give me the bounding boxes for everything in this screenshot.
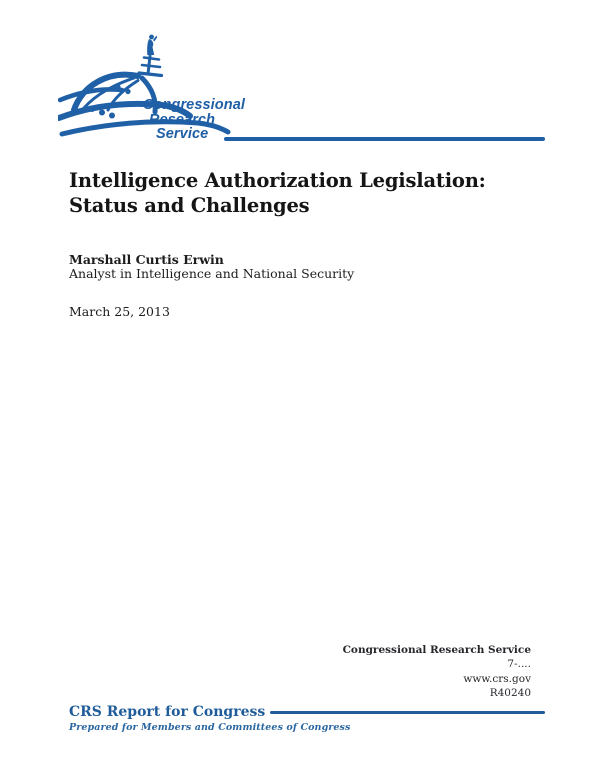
footer-tagline: Prepared for Members and Committees of Congress: [69, 722, 351, 733]
contact-phone: 7-....: [507, 658, 531, 671]
logo-divider-rule: [224, 137, 545, 141]
report-date: March 25, 2013: [69, 304, 170, 319]
report-title-line1: Intelligence Authorization Legislation:: [69, 169, 486, 192]
byline: [69, 253, 354, 281]
contact-website: www.crs.gov: [463, 672, 531, 685]
report-title: [69, 168, 539, 218]
report-number: R40240: [489, 687, 531, 700]
footer-divider-rule: [270, 711, 545, 714]
logo-org-line3: Service: [156, 126, 209, 142]
author-name: Marshall Curtis Erwin: [69, 252, 224, 267]
contact-org: Congressional Research Service: [342, 644, 531, 656]
logo-org-line1: Congressional: [143, 97, 246, 113]
footer-banner: CRS Report for Congress: [69, 704, 266, 720]
contact-block: [343, 643, 531, 701]
logo-wordmark: [143, 98, 245, 142]
footer-banner-row: [69, 704, 545, 720]
author-role: Analyst in Intelligence and National Security: [69, 266, 355, 281]
logo-org-line2: Research: [149, 111, 216, 128]
report-title-line2: Status and Challenges: [69, 194, 310, 217]
